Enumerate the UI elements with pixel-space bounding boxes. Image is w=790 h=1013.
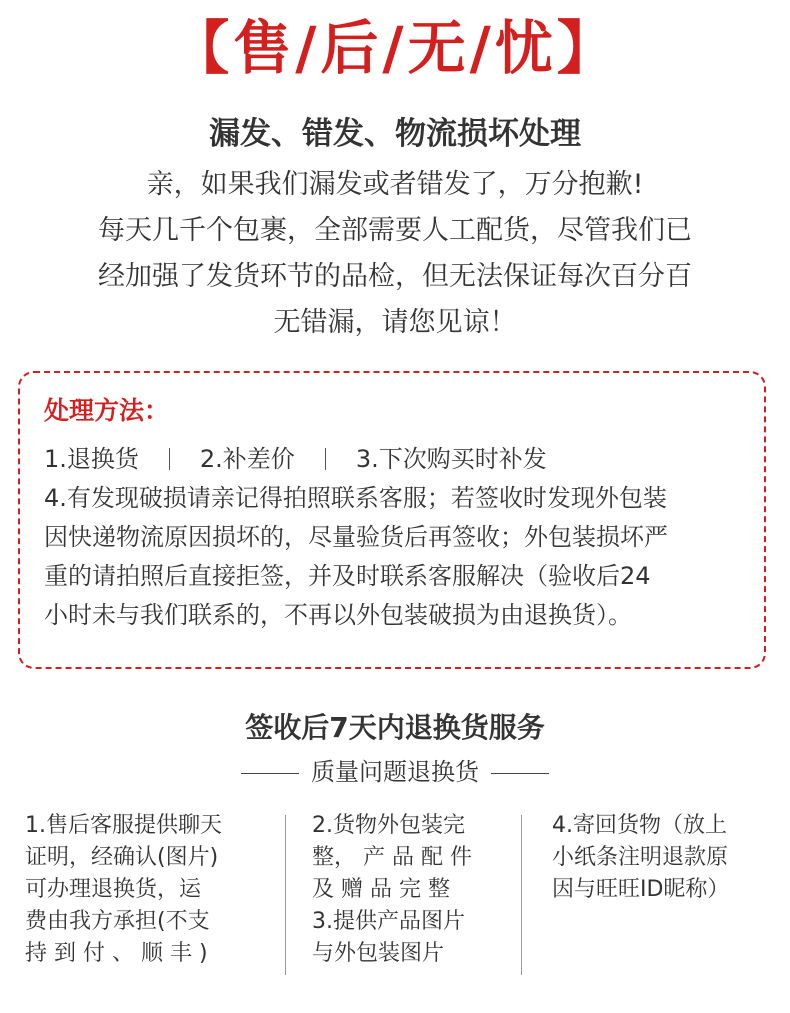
condition-line: 3.提供产品图片	[312, 909, 465, 934]
option-resend-next-order: 3.下次购买时补发	[355, 445, 547, 473]
condition-column-send-back	[552, 810, 772, 906]
handling-method-title: 处理方法：	[44, 396, 170, 425]
body-line: 亲，如果我们漏发或者错发了，万分抱歉!	[146, 169, 644, 200]
condition-line: 可办理退换货，运	[25, 877, 202, 902]
section-missing-wrong-title: 漏发、错发、物流损坏处理	[209, 116, 581, 152]
handling-method-box	[18, 371, 766, 669]
option-return-exchange: 1.退换货	[44, 445, 139, 473]
option-price-difference: 2.补差价	[199, 445, 295, 473]
condition-line: 因与旺旺ID昵称）	[552, 877, 730, 902]
column-divider	[521, 815, 522, 975]
condition-line: 2.货物外包装完	[312, 813, 465, 838]
condition-line: 持 到 付 、 顺 丰 )	[25, 941, 208, 966]
subtitle-text: 质量问题退换货	[311, 758, 479, 786]
seven-day-return-title: 签收后7天内退换货服务	[245, 711, 545, 744]
section-missing-wrong-body	[30, 162, 760, 346]
subtitle-rule-right	[491, 773, 549, 774]
body-line: 每天几千个包裹，全部需要人工配货，尽管我们已	[98, 215, 692, 246]
body-line: 无错漏，请您见谅！	[273, 307, 517, 338]
page-header-title: 【售/后/无/忧】	[171, 14, 619, 82]
column-divider	[285, 815, 286, 975]
option-divider	[325, 448, 326, 470]
quality-return-subtitle	[0, 754, 790, 790]
condition-line: 证明，经确认(图片)	[25, 845, 219, 870]
handling-options-row	[44, 439, 547, 479]
option-divider	[169, 448, 170, 470]
damage-instructions	[44, 479, 668, 635]
instruction-line: 4.有发现破损请亲记得拍照联系客服；若签收时发现外包装	[44, 484, 667, 512]
instruction-line: 重的请拍照后直接拒签，并及时联系客服解决（验收后24	[44, 562, 651, 590]
body-line: 经加强了发货环节的品检，但无法保证每次百分百	[98, 261, 692, 292]
instruction-line: 小时未与我们联系的，不再以外包装破损为由退换货）。	[44, 601, 632, 629]
condition-line: 及 赠 品 完 整	[312, 877, 450, 902]
condition-line: 1.售后客服提供聊天	[25, 813, 222, 838]
condition-line: 与外包装图片	[312, 941, 445, 966]
condition-line: 整， 产 品 配 件	[312, 845, 472, 870]
condition-line: 费由我方承担(不支	[25, 909, 210, 934]
instruction-line: 因快递物流原因损坏的，尽量验货后再签收；外包装损坏严	[44, 523, 668, 551]
condition-line: 小纸条注明退款原	[552, 845, 729, 870]
condition-line: 4.寄回货物（放上	[552, 813, 727, 838]
condition-column-package-intact	[312, 810, 497, 970]
condition-column-chat-proof	[25, 810, 265, 970]
subtitle-rule-left	[241, 773, 299, 774]
